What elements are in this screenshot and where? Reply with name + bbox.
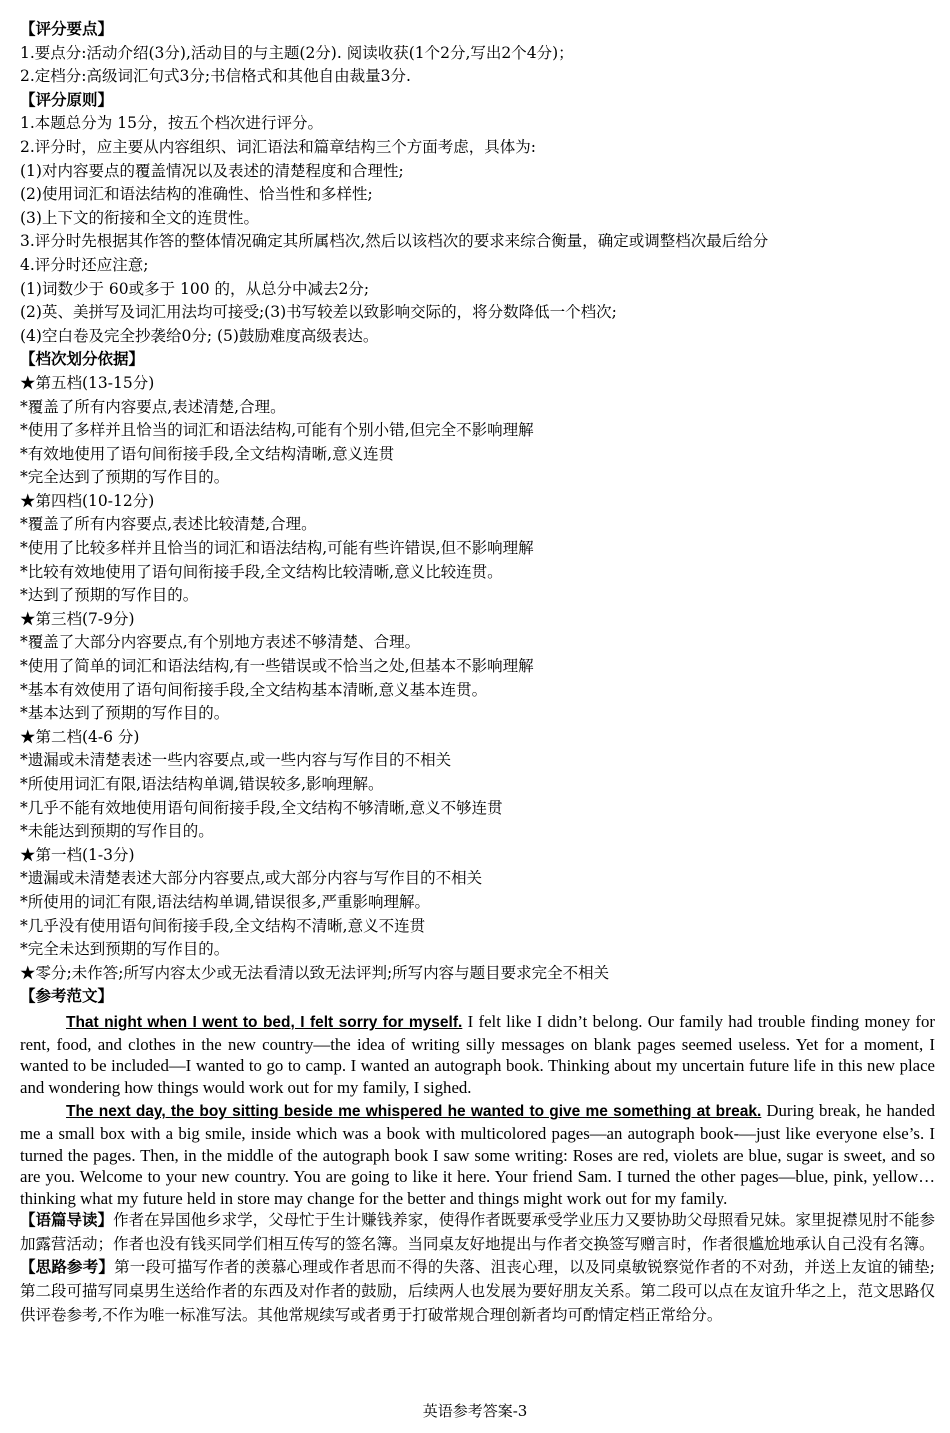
principle-line: (4)空白卷及完全抄袭给0分; (5)鼓励难度高级表达。 (20, 326, 379, 345)
grade-criterion: *比较有效地使用了语句间衔接手段,全文结构比较清晰,意义比较连贯。 (20, 562, 503, 581)
essay-topic-sentence-1: That night when I went to bed, I felt sorry for myself. (66, 1013, 463, 1031)
grade-level-heading: ★零分;未作答;所写内容太少或无法看清以致无法评判;所写内容与题目要求完全不相关 (20, 963, 610, 982)
grade-criterion: *使用了简单的词汇和语法结构,有一些错误或不恰当之处,但基本不影响理解 (20, 657, 534, 676)
grade-level-heading: ★第五档(13-15分) (20, 373, 155, 392)
section-title-scoring-principles: 【评分原则】 (20, 90, 114, 109)
grade-criterion: *几乎不能有效地使用语句间衔接手段,全文结构不够清晰,意义不够连贯 (20, 798, 503, 817)
grade-criterion: *达到了预期的写作目的。 (20, 586, 199, 605)
scoring-point-line: 2.定档分:高级词汇句式3分;书信格式和其他自由裁量3分. (20, 67, 411, 86)
grade-criterion: *完全达到了预期的写作目的。 (20, 468, 230, 487)
essay-body-2: During break, he handed me a small box with a big smile, inside which was a book with multicolored pages—an autograph book-—just like everyone else’s. I turned the pages. Then, in the middle of the autograph book I saw some writing: Roses are red, violets are blue, sugar is sweet, and so are you. Welcome to your new country. You are going to like it here. Your friend Sam. I turned the other pages—blue, pink, yellow… thinking what my future held in store may change for the better and things might work out for my family. (20, 1101, 935, 1208)
page-footer: 英语参考答案-3 (422, 1402, 528, 1420)
principle-line: 1.本题总分为 15分，按五个档次进行评分。 (20, 114, 323, 133)
grade-level-heading: ★第三档(7-9分) (20, 609, 135, 628)
principle-line: (3)上下文的衔接和全文的连贯性。 (20, 208, 259, 227)
section-title-grade-basis: 【档次划分依据】 (20, 350, 145, 369)
principle-line: 2.评分时，应主要从内容组织、词汇语法和篇章结构三个方面考虑，具体为: (20, 137, 537, 156)
grade-criterion: *遗漏或未清楚表述一些内容要点,或一些内容与写作目的不相关 (20, 751, 452, 770)
essay-paragraph-1 (20, 1011, 935, 1098)
section-title-sample-essay: 【参考范文】 (20, 987, 114, 1006)
grade-level-heading: ★第一档(1-3分) (20, 845, 135, 864)
principle-line: 3.评分时先根据其作答的整体情况确定其所属档次,然后以该档次的要求来综合衡量，确定或调整档次最后给分 (20, 232, 769, 251)
passage-guide-text: 作者在异国他乡求学，父母忙于生计赚钱养家，使得作者既要承受学业压力又要协助父母照看兄妹。家里捉襟见肘不能参加露营活动；作者也没有钱买同学们相互传写的签名簿。当同桌友好地提出与作者交换签写赠言时，作者很尴尬地承认自己没有名簿。 (20, 1211, 935, 1253)
grade-criterion: *使用了比较多样并且恰当的词汇和语法结构,可能有些许错误,但不影响理解 (20, 539, 534, 558)
thinking-reference-title: 【思路参考】 (20, 1258, 115, 1277)
section-title-scoring-points: 【评分要点】 (20, 20, 114, 38)
grade-criterion: *遗漏或未清楚表述大部分内容要点,或大部分内容与写作目的不相关 (20, 869, 483, 888)
grade-criterion: *几乎没有使用语句间衔接手段,全文结构不清晰,意义不连贯 (20, 916, 426, 935)
essay-body-1: I felt like I didn’t belong. Our family had trouble finding money for rent, food, and clothes in the new country—the idea of writing silly messages on blank pages seemed useless. Yet for a moment, I wanted to be included—I wanted to go to camp. I wanted an autograph book. Thinking about my uncertain future life in this new place and wondering how things would work out for my family, I sighed. (20, 1011, 935, 1097)
grade-level-heading: ★第二档(4-6 分) (20, 727, 140, 746)
grade-criterion: *覆盖了所有内容要点,表述清楚,合理。 (20, 397, 286, 416)
principle-line: (2)使用词汇和语法结构的准确性、恰当性和多样性; (20, 185, 373, 204)
grade-criterion: *所使用词汇有限,语法结构单调,错误较多,影响理解。 (20, 775, 384, 793)
passage-guide-title: 【语篇导读】 (20, 1211, 114, 1230)
grade-criterion: *完全未达到预期的写作目的。 (20, 940, 230, 959)
essay-topic-sentence-2: The next day, the boy sitting beside me whispered he wanted to give me something at break. (66, 1103, 762, 1121)
essay-paragraph-2 (20, 1100, 935, 1209)
answer-document (20, 18, 935, 1327)
grade-criterion: *所使用的词汇有限,语法结构单调,错误很多,严重影响理解。 (20, 892, 431, 911)
thinking-reference (20, 1256, 935, 1327)
grade-criterion: *基本有效使用了语句间衔接手段,全文结构基本清晰,意义基本连贯。 (20, 680, 488, 699)
scoring-point-line: 1.要点分:活动介绍(3分),活动目的与主题(2分). 阅读收获(1个2分,写出2个4分)； (20, 43, 574, 62)
grade-criterion: *覆盖了所有内容要点,表述比较清楚,合理。 (20, 515, 317, 534)
principle-line: (1)词数少于 60或多于 100 的，从总分中减去2分; (20, 279, 370, 298)
grade-criterion: *未能达到预期的写作目的。 (20, 822, 214, 841)
principle-line: 4.评分时还应注意; (20, 255, 149, 274)
grade-level-heading: ★第四档(10-12分) (20, 491, 155, 510)
principle-line: (1)对内容要点的覆盖情况以及表述的清楚程度和合理性; (20, 161, 404, 180)
passage-guide (20, 1209, 935, 1256)
principle-line: (2)英、美拼写及词汇用法均可接受;(3)书写较差以致影响交际的，将分数降低一个档次; (20, 303, 617, 322)
grade-criterion: *覆盖了大部分内容要点,有个别地方表述不够清楚、合理。 (20, 633, 421, 652)
grade-criterion: *使用了多样并且恰当的词汇和语法结构,可能有个别小错,但完全不影响理解 (20, 421, 534, 440)
thinking-reference-text: 第一段可描写作者的羡慕心理或作者思而不得的失落、沮丧心理，以及同桌敏锐察觉作者的不对劲，并送上友谊的铺垫;第二段可描写同桌男生送给作者的东西及对作者的鼓励，后续两人也发展为要好朋友关系。第二段可以点在友谊升华之上，范文思路仅供评卷参考,不作为唯一标准写法。其他常规续写或者勇于打破常规合理创新者均可酌情定档正常给分。 (20, 1258, 935, 1324)
grade-criterion: *有效地使用了语句间衔接手段,全文结构清晰,意义连贯 (20, 444, 395, 463)
grade-criterion: *基本达到了预期的写作目的。 (20, 704, 230, 723)
